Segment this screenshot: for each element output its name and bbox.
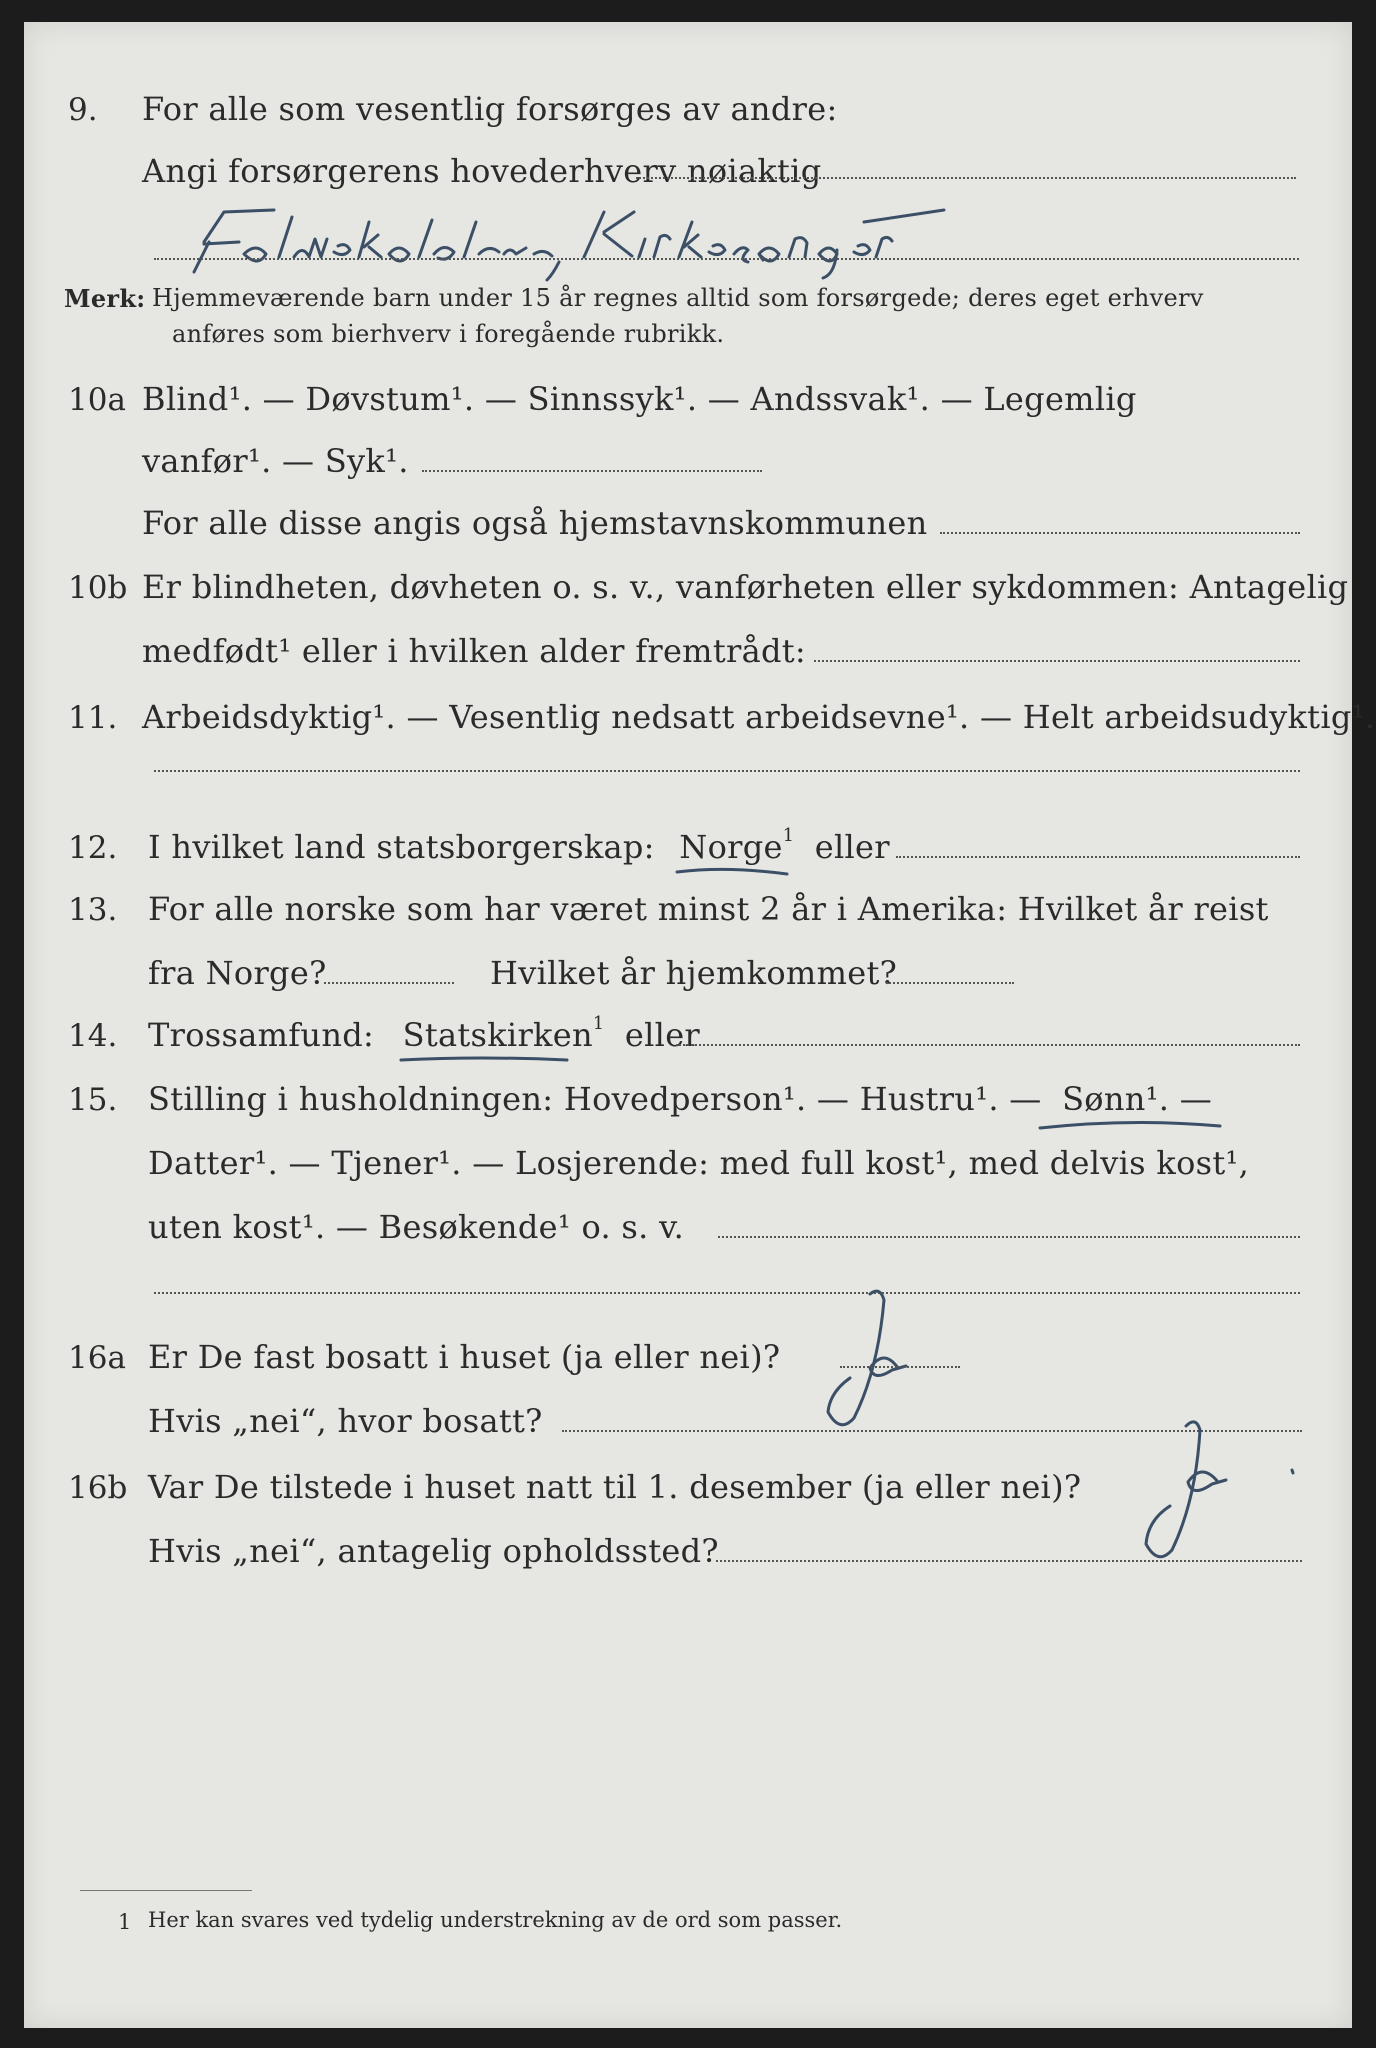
q12-underlined: Norge$^1$ <box>679 828 794 866</box>
q12-number: 12. <box>68 830 118 866</box>
q10b-number: 10b <box>68 570 128 606</box>
q15-line3-dots <box>718 1236 1300 1238</box>
q14-number: 14. <box>68 1018 118 1054</box>
q14-line <box>148 1016 700 1054</box>
footnote-rule <box>80 1890 252 1891</box>
q14-dots <box>676 1044 1300 1046</box>
q16b-line2: Hvis „nei“, antagelig opholdssted? <box>148 1532 719 1570</box>
footnote-mark: 1 <box>118 1910 132 1934</box>
q9-question: For alle som vesentlig forsørges av andre: <box>142 90 838 128</box>
q16b-line2-dots <box>716 1560 1302 1562</box>
q9-prompt: Angi forsørgerens hovederhverv nøiaktig <box>142 152 822 190</box>
q10b-line2-dots <box>814 660 1300 662</box>
footnote-text: Her kan svares ved tydelig understrekning av de ord som passer. <box>148 1908 843 1932</box>
q10a-line2-dots <box>422 470 762 472</box>
q15-underlined: Sønn <box>1062 1080 1146 1118</box>
q16b-handwritten-answer <box>1114 1412 1314 1572</box>
q9-handwritten-answer <box>164 202 1204 292</box>
q11-answer-dots <box>154 770 1300 772</box>
merk-line1: Hjemmeværende barn under 15 år regnes alltid som forsørgede; deres eget erhverv <box>152 284 1204 312</box>
q10a-line3: For alle disse angis også hjemstavnskommunen <box>142 504 928 542</box>
q15-line2: Datter¹. — Tjener¹. — Losjerende: med full kost¹, med delvis kost¹, <box>148 1144 1250 1182</box>
q12-text-after: eller <box>814 828 890 866</box>
q9-answer-dots <box>154 258 1299 260</box>
q10b-line2: medfødt¹ eller i hvilken alder fremtrådt: <box>142 632 806 670</box>
merk-label: Merk: <box>64 284 146 313</box>
q16a-number: 16a <box>68 1340 126 1376</box>
q15-line3: uten kost¹. — Besøkende¹ o. s. v. <box>148 1208 685 1246</box>
q15-answer-dots <box>154 1292 1300 1294</box>
q14-underline-mark <box>397 1052 577 1068</box>
q9-number: 9. <box>68 92 98 128</box>
q10b-line1: Er blindheten, døvheten o. s. v., vanførheten eller sykdommen: Antagelig <box>142 568 1349 606</box>
q15-underline-mark <box>1036 1118 1226 1136</box>
q16b-line1: Var De tilstede i huset natt til 1. desember (ja eller nei)? <box>148 1468 1082 1506</box>
q13-line2b-dots <box>886 982 1014 984</box>
q13-line2b: Hvilket år hjemkommet? <box>490 954 898 992</box>
q15-line1b: ¹. — <box>1145 1080 1213 1118</box>
q16a-line2: Hvis „nei“, hvor bosatt? <box>148 1402 543 1440</box>
q15-number: 15. <box>68 1082 118 1118</box>
q10a-line2: vanfør¹. — Syk¹. <box>142 442 409 480</box>
q14-text-after: eller <box>624 1016 701 1054</box>
census-form-page <box>24 22 1376 2028</box>
q15-line1a: Stilling i husholdningen: Hovedperson¹. — Hustru¹. — <box>148 1080 1042 1118</box>
q11-line1: Arbeidsdyktig¹. — Vesentlig nedsatt arbeidsevne¹. — Helt arbeidsudyktig¹. <box>142 698 1376 736</box>
q12-dots <box>896 856 1300 858</box>
q12-line <box>148 828 890 866</box>
q10a-line1: Blind¹. — Døvstum¹. — Sinnssyk¹. — Andssvak¹. — Legemlig <box>142 380 1137 418</box>
q13-line2a-dots <box>324 982 454 984</box>
q9-prompt-dots <box>636 177 1296 179</box>
q13-line1: For alle norske som har været minst 2 år i Amerika: Hvilket år reist <box>148 890 1269 928</box>
q16b-number: 16b <box>68 1470 128 1506</box>
q15-line1 <box>148 1080 1212 1118</box>
q16a-handwritten-answer <box>810 1284 990 1434</box>
q10a-line3-dots <box>940 532 1300 534</box>
q13-number: 13. <box>68 892 118 928</box>
q12-underline-mark <box>673 864 793 880</box>
q16a-line1: Er De fast bosatt i huset (ja eller nei)? <box>148 1338 781 1376</box>
q14-text-before: Trossamfund: <box>148 1016 375 1054</box>
q16a-line1-dots <box>840 1366 960 1368</box>
q12-text-before: I hvilket land statsborgerskap: <box>148 828 655 866</box>
q11-number: 11. <box>68 700 118 736</box>
q14-underlined: Statskirken$^1$ <box>403 1016 605 1054</box>
q13-line2a: fra Norge? <box>148 954 327 992</box>
merk-line2: anføres som bierhverv i foregående rubrikk. <box>172 320 725 348</box>
q10a-number: 10a <box>68 382 126 418</box>
